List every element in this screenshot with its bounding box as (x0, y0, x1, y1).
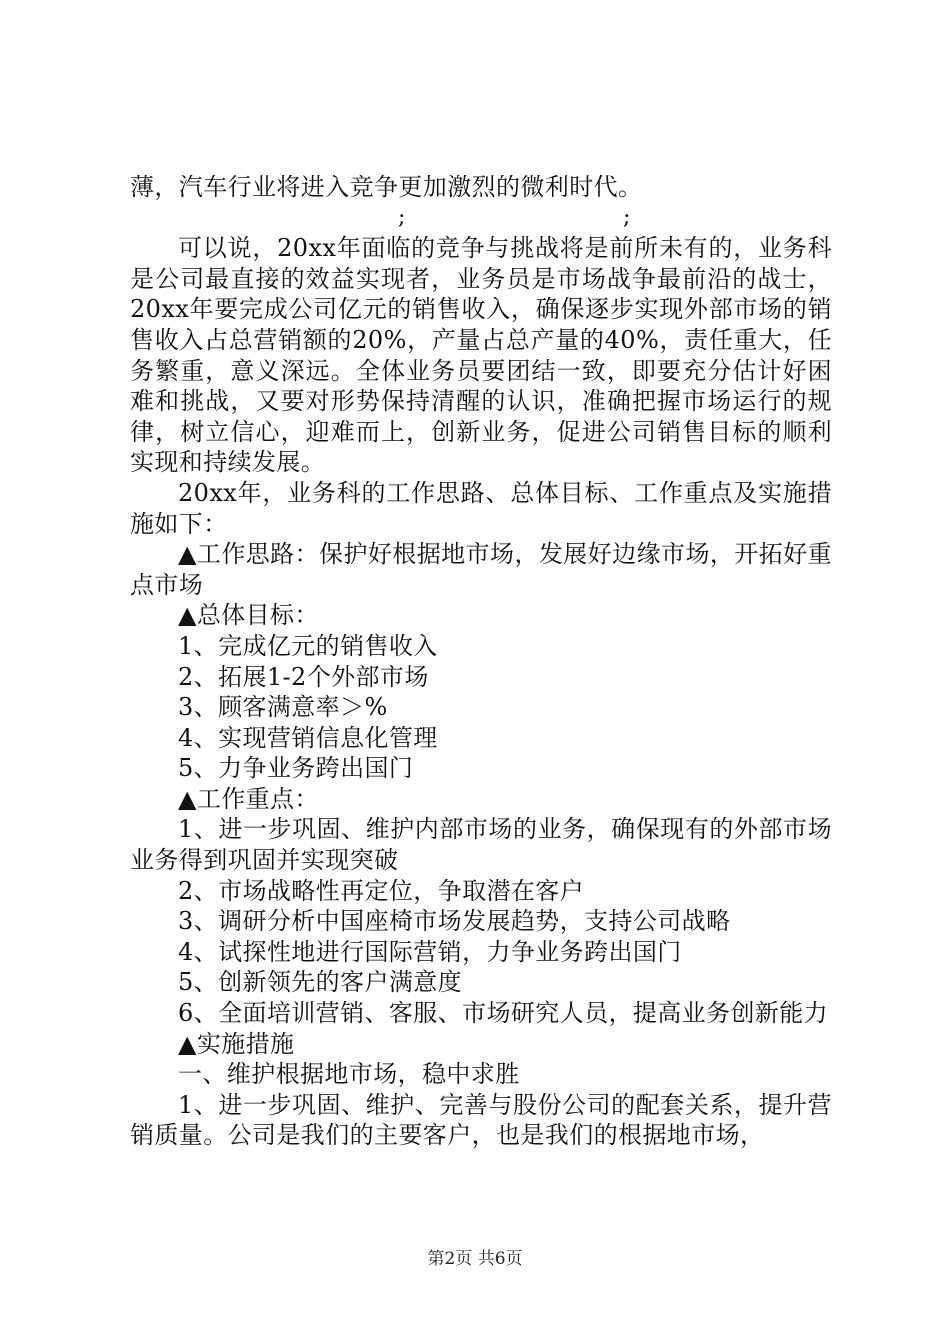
heading-overall-goals: ▲总体目标： (178, 601, 319, 630)
paragraph-intro: 可以说，20xx年面临的竞争与挑战将是前所未有的，业务科是公司最直接的效益实现者，业务员是市场战争最前沿的战士，20xx年要完成公司亿元的销售收入，确保逐步实现外部市场的销售收入占总营销额的20%，产量占总产量的40%，责任重大，任务繁重，意义深远。全体业务员要团结一致，即要充分估计好困难和挑战，又要对形势保持清醒的认识，准确把握市场运行的规律，树立信心，迎难而上，创新业务，促进公司销售目标的顺利实现和持续发展。 (130, 234, 832, 477)
document-body (130, 172, 832, 1151)
list-item: 5、创新领先的客户满意度 (178, 968, 463, 997)
list-item: 1、进一步巩固、维护内部市场的业务，确保现有的外部市场业务得到巩固并实现突破 (130, 815, 832, 875)
list-item: 4、实现营销信息化管理 (178, 723, 438, 752)
continued-line: 薄，汽车行业将进入竞争更加激烈的微利时代。 (130, 173, 643, 201)
semicolon-mark: ; (623, 204, 631, 230)
list-item: 4、试探性地进行国际营销，力争业务跨出国门 (178, 937, 682, 966)
list-item: 5、力争业务跨出国门 (178, 754, 414, 783)
semicolon-row (130, 203, 832, 234)
heading-key-work: ▲工作重点： (178, 784, 319, 813)
list-item: 3、顾客满意率＞% (178, 693, 388, 722)
heading-measures: ▲实施措施 (178, 1029, 295, 1058)
list-item: 1、完成亿元的销售收入 (178, 631, 438, 660)
list-item: 3、调研分析中国座椅市场发展趋势，支持公司战略 (178, 907, 731, 936)
semicolon-mark: ; (398, 204, 406, 230)
heading-work-approach: ▲工作思路：保护好根据地市场，发展好边缘市场，开拓好重点市场 (130, 540, 832, 599)
page-number-footer: 第2页 共6页 (427, 1249, 523, 1269)
section-heading: 一、维护根据地市场，稳中求胜 (178, 1060, 520, 1089)
paragraph-overview: 20xx年，业务科的工作思路、总体目标、工作重点及实施措施如下： (130, 478, 832, 538)
list-item: 6、全面培训营销、客服、市场研究人员，提高业务创新能力 (178, 999, 829, 1028)
list-item: 1、进一步巩固、维护、完善与股份公司的配套关系，提升营销质量。公司是我们的主要客户，也是我们的根据地市场， (130, 1090, 832, 1150)
list-item: 2、市场战略性再定位，争取潜在客户 (178, 876, 585, 905)
list-item: 2、拓展1-2个外部市场 (178, 662, 429, 691)
